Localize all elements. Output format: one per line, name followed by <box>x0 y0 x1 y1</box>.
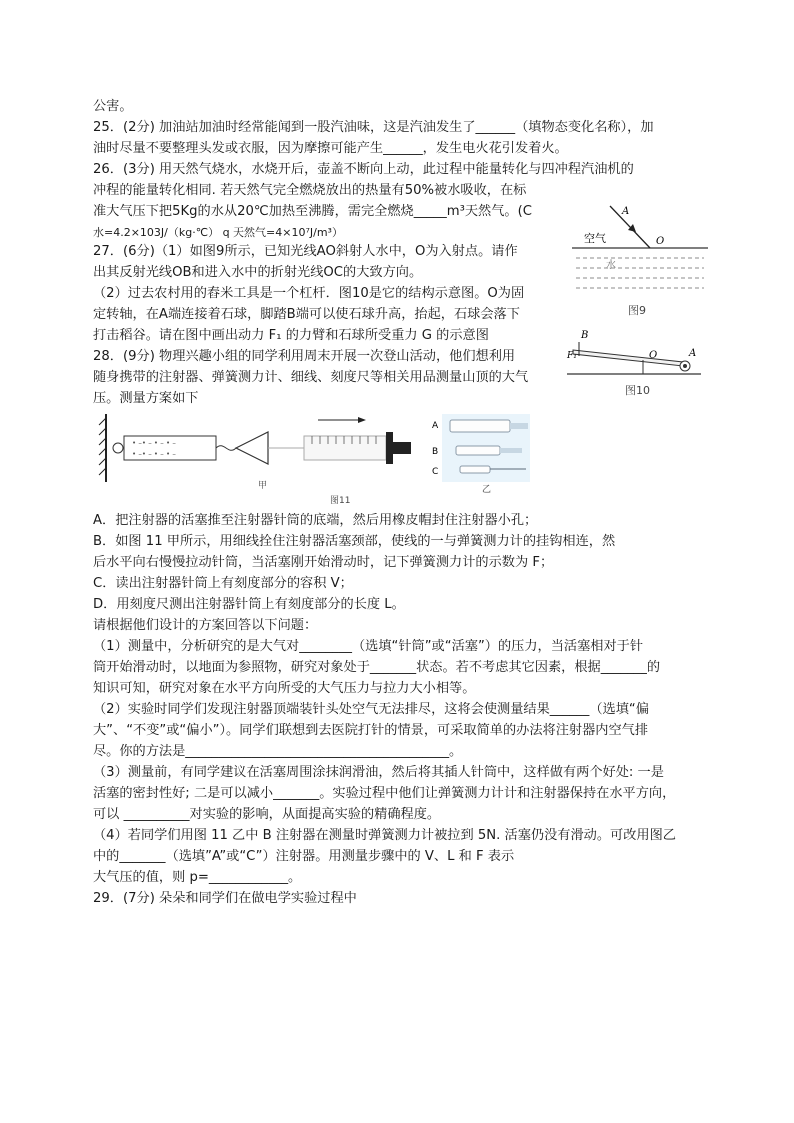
step-b-line-2: 后水平向右慢慢拉动针筒，当活塞刚开始滑动时，记下弹簧测力计的示数为 F； <box>93 555 554 570</box>
figure-11-yi-diagram <box>430 412 532 494</box>
figure-9-diagram <box>570 196 710 318</box>
step-a: A．把注射器的活塞推至注射器针筒的底端，然后用橡皮帽封住注射器小孔； <box>93 513 538 528</box>
figure-11-label-jia: 甲 <box>258 481 268 491</box>
figure-11-jia-diagram <box>96 410 418 506</box>
sub-question-1-line-2: 筒开始滑动时，以地面为参照物，研究对象处于_______状态。若不考虑其它因素，根据_______的 <box>93 660 661 675</box>
question-25-line-1: 25．(2分) 加油站加油时经常能闻到一股汽油味，这是汽油发生了______（填物态变化名称），加 <box>93 120 654 135</box>
sub-question-1-line-1: （1）测量中，分析研究的是大气对________（选填“针筒”或“活塞”）的压力，当活塞相对于针 <box>93 639 644 654</box>
figure-9-label-a: A <box>622 206 630 217</box>
step-d: D．用刻度尺测出注射器针筒上有刻度部分的长度 L。 <box>93 597 405 612</box>
question-26-line-4: 水=4.2×103J/（kg·℃） q 天然气=4×10⁷J/m³） <box>93 226 343 239</box>
question-27-line-5: 打击稻谷。请在图中画出动力 F₁ 的力臂和石球所受重力 G 的示意图 <box>93 328 489 343</box>
question-28-line-3: 压。测量方案如下 <box>93 391 199 406</box>
question-29-line-1: 29．(7分) 朵朵和同学们在做电学实验过程中 <box>93 891 357 906</box>
figure-11-label-c: C <box>432 467 439 477</box>
question-27-line-1: 27．(6分)（1）如图9所示，已知光线AO斜射人水中，O为入射点。请作 <box>93 244 518 259</box>
sub-question-3-line-2: 活塞的密封性好; 二是可以减小_______。实验过程中他们让弹簧测力计计和注射器保持在水平方向， <box>93 786 676 801</box>
figure-11-label-b: B <box>432 447 439 457</box>
question-27-line-4: 定转轴，在A端连接着石球，脚踏B端可以使石球升高，抬起，石球会落下 <box>93 307 520 322</box>
figure-9-caption: 图9 <box>628 304 646 317</box>
figure-11-label-yi: 乙 <box>482 485 492 494</box>
question-28-line-2: 随身携带的注射器、弹簧测力计、细线、刻度尺等相关用品测量山顶的大气 <box>93 370 529 385</box>
figure-10-label-f: F₁ <box>567 351 577 361</box>
sub-question-4-line-2: 中的_______（选填”A”或“C”）注射器。用测量步骤中的 V、L 和 F 表示 <box>93 849 515 864</box>
instructions: 请根据他们设计的方案回答以下问题： <box>93 618 318 633</box>
sub-question-2-line-2: 大”、“不变”或“偏小”）。同学们联想到去医院打针的情景，可采取简单的办法将注射器内空气排 <box>93 723 649 738</box>
sub-question-1-line-3: 知识可知，研究对象在水平方向所受的大气压力与拉力大小相等。 <box>93 681 476 696</box>
sub-question-3-line-1: （3）测量前，有同学建议在活塞周围涂抹润滑油，然后将其插人针筒中，这样做有两个好处: 一是 <box>93 765 664 780</box>
sub-question-4-line-3: 大气压的值，则 p=____________。 <box>93 870 302 885</box>
question-27-line-3: （2）过去农村用的舂米工具是一个杠杆．图10是它的结构示意图。O为固 <box>93 286 525 301</box>
figure-10-caption: 图10 <box>625 384 650 397</box>
figure-9-label-water: 水 <box>606 260 616 271</box>
sub-question-3-line-3: 可以 __________对实验的影响，从面提高实验的精确程度。 <box>93 807 441 822</box>
sub-question-2-line-1: （2）实验时同学们发现注射器顶端装针头处空气无法排尽，这将会使测量结果______（选填“偏 <box>93 702 649 717</box>
svg-text:• –• – • – • –: • –• – • – • – <box>132 450 176 458</box>
figure-10-label-o: O <box>649 350 658 361</box>
step-b-line-1: B．如图 11 甲所示，用细线拴住注射器活塞颈部，使线的一与弹簧测力计的挂钩相连，然 <box>93 534 616 549</box>
sub-question-2-line-3: 尽。你的方法是________________________________________。 <box>93 744 463 759</box>
sub-question-4-line-1: （4）若同学们用图 11 乙中 B 注射器在测量时弹簧测力计被拉到 5N. 活塞仍没有滑动。可改用图乙 <box>93 828 676 843</box>
figure-10-label-a: A <box>689 348 697 359</box>
question-26-line-3: 准大气压下把5Kg的水从20℃加热至沸腾，需完全燃烧_____m³天然气。(C <box>93 204 532 219</box>
figure-9-label-o: O <box>656 236 665 247</box>
svg-text:• –• – • – • –: • –• – • – • – <box>132 439 176 447</box>
figure-10-label-b: B <box>581 330 589 341</box>
figure-10-diagram <box>565 322 703 398</box>
step-c: C．读出注射器针筒上有刻度部分的容积 V； <box>93 576 353 591</box>
question-25-line-2: 油时尽量不要整理头发或衣服，因为摩擦可能产生______，发生电火花引发着火。 <box>93 141 568 156</box>
figure-9-label-air: 空气 <box>584 232 606 245</box>
question-26-line-1: 26．(3分) 用天然气烧水，水烧开后，壶盖不断向上动，此过程中能量转化与四冲程汽油机的 <box>93 162 634 177</box>
question-27-line-2: 出其反射光线OB和进入水中的折射光线OC的大致方向。 <box>93 265 423 280</box>
figure-11-caption: 图11 <box>330 496 351 506</box>
question-26-line-2: 冲程的能量转化相同. 若天然气完全燃烧放出的热量有50%被水吸收，在标 <box>93 183 527 198</box>
question-28-line-1: 28．(9分) 物理兴趣小组的同学利用周末开展一次登山活动，他们想利用 <box>93 349 516 364</box>
text-line: 公害。 <box>93 99 133 114</box>
figure-11-label-a: A <box>432 421 439 431</box>
